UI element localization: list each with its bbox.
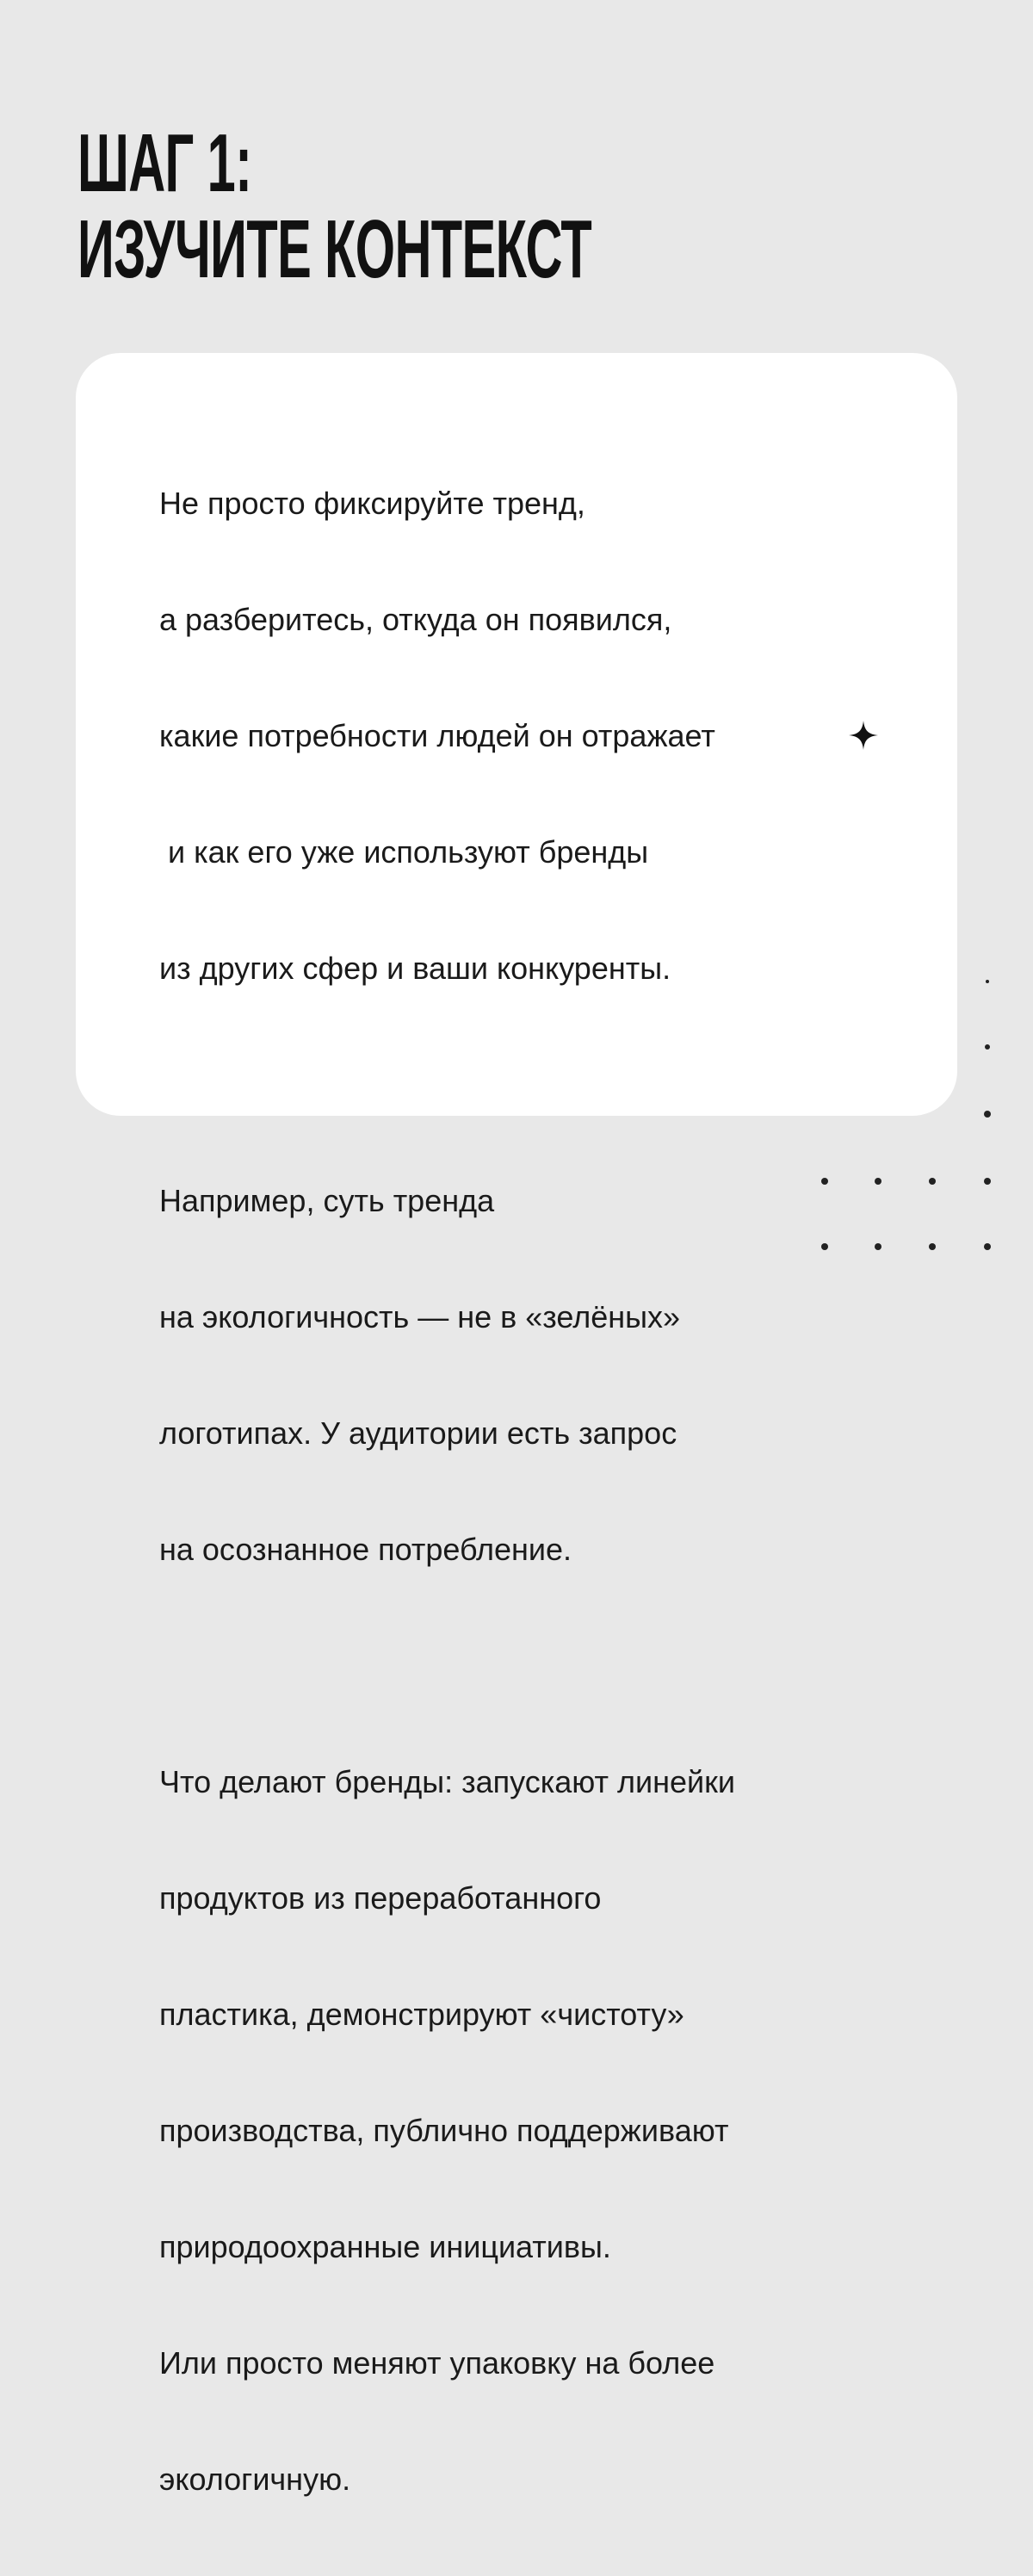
paragraph-example: [159, 1104, 900, 1646]
text-line: на осознанное потребление.: [159, 1532, 572, 1567]
text-line: Не просто фиксируйте тренд,: [159, 486, 585, 521]
decor-dot: [821, 1178, 828, 1185]
decor-dot: [875, 1178, 881, 1185]
decor-dot: [985, 1044, 990, 1050]
text-line: природоохранные инициативы.: [159, 2229, 611, 2264]
text-line: какие потребности людей он отражает: [159, 718, 715, 753]
text-line: экологичную.: [159, 2461, 351, 2497]
text-line: а разберитесь, откуда он появился,: [159, 602, 672, 637]
text-line: Например, суть тренда: [159, 1183, 495, 1218]
decor-dot: [984, 1111, 991, 1118]
decor-dot: [984, 1178, 991, 1185]
text-line: на экологичность — не в «зелёных»: [159, 1299, 681, 1334]
text-line: Что делают бренды: запускают линейки: [159, 1764, 735, 1799]
four-point-star-icon: [849, 721, 878, 750]
title-line-1: ШАГ 1:: [77, 117, 252, 209]
text-line: из других сфер и ваши конкуренты.: [159, 951, 671, 986]
text-line: логотипах. У аудитории есть запрос: [159, 1415, 677, 1451]
paragraph-context: [159, 406, 900, 1065]
paragraph-brands: [159, 1685, 900, 2576]
card-body: [159, 406, 900, 2576]
decor-dot: [984, 1243, 991, 1250]
text-line: продуктов из переработанного: [159, 1880, 602, 1916]
decor-dot: [821, 1243, 828, 1250]
content-card: [76, 353, 957, 2497]
decor-dot: [986, 980, 989, 983]
decor-dot: [929, 1243, 936, 1250]
text-line: пластика, демонстрируют «чистоту»: [159, 1997, 684, 2032]
page-title: [77, 117, 592, 295]
text-line: и как его уже используют бренды: [159, 834, 649, 870]
title-line-2: ИЗУЧИТЕ КОНТЕКСТ: [77, 203, 592, 295]
text-line: производства, публично поддерживают: [159, 2113, 729, 2148]
decor-dot: [929, 1178, 936, 1185]
text-line: Или просто меняют упаковку на более: [159, 2345, 715, 2381]
decor-dot: [875, 1243, 881, 1250]
